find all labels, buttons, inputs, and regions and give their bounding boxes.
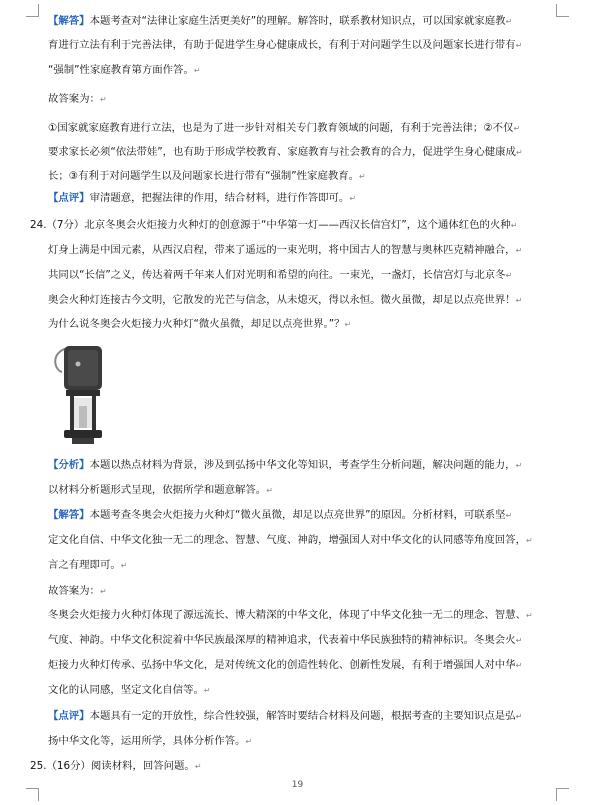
- text-line: 奥会火种灯连接古今文明，它散发的光芒与信念，从未熄灭，得以永恒。微火虽微，却足以点亮世界！↵: [48, 294, 523, 306]
- text-line: 故答案为：↵: [48, 93, 107, 105]
- crop-mark-top-left: [26, 4, 39, 17]
- text-line: 故答案为：↵: [48, 585, 107, 597]
- text-line: 扬中华文化等，运用所学，具体分析作答。↵: [48, 735, 253, 747]
- text-line: 以材料分析题形式呈现，依据所学和题意解答。↵: [48, 484, 273, 496]
- text-line: 定文化自信、中华文化独一无二的理念、智慧、气度、神韵，增强国人对中华文化的认同感等角度回答，↵: [48, 534, 533, 546]
- page-number: 19: [291, 780, 304, 790]
- crop-mark-top-right: [556, 4, 569, 17]
- text-line: “强制”性家庭教育第方面作答。↵: [48, 64, 201, 76]
- text-line: 共同以“长信”之义，传达着两千年来人们对光明和希望的向往。一束光，一盏灯，长信宫灯与北京冬↵: [48, 269, 513, 281]
- text-line: 文化的认同感，坚定文化自信等。↵: [48, 684, 211, 696]
- text-line: 炬接力火种灯传承、弘扬中华文化，是对传统文化的创造性转化、创新性发展，有利于增强国人对中华↵: [48, 659, 523, 671]
- text-line: 气度、神韵。中华文化积淀着中华民族最深厚的精神追求，代表着中华民族独特的精神标识。冬奥会火↵: [48, 634, 523, 646]
- text-line: 灯身上满是中国元素，从西汉启程，带来了遥远的一束光明，将中国古人的智慧与奥林匹克精神融合，↵: [48, 244, 523, 256]
- text-line: 为什么说冬奥会火炬接力火种灯“微火虽微，却足以点亮世界。”？↵: [48, 318, 352, 330]
- text-line: 【点评】审清题意，把握法律的作用，结合材料，进行作答即可。↵: [48, 192, 357, 204]
- text-line: 育进行立法有利于完善法律，有助于促进学生身心健康成长，有利于对问题学生以及问题家长进行带有↵: [48, 39, 523, 51]
- text-line: 【解答】本题考查冬奥会火炬接力火种灯“微火虽微，却足以点亮世界”的原因。分析材料，可联系坚↵: [48, 509, 513, 521]
- text-line: 言之有理即可。↵: [48, 559, 128, 571]
- text-line: 长；③有利于对问题学生以及问题家长进行带有“强制”性家庭教育。↵: [48, 170, 366, 182]
- text-line: 【解答】本题考查对“法律让家庭生活更美好”的理解。解答时，联系教材知识点，可以国家就家庭教↵: [48, 15, 513, 27]
- text-line: 要求家长必须“依法带娃”，也有助于形成学校教育、家庭教育与社会教育的合力，促进学生身心健康成↵: [48, 146, 523, 158]
- text-line: 冬奥会火炬接力火种灯体现了源远流长、博大精深的中华文化，体现了中华文化独一无二的理念、智慧、↵: [48, 609, 533, 621]
- question-24: 24.（7分）北京冬奥会火炬接力火种灯的创意源于“中华第一灯——西汉长信宫灯”，这个通体红色的火种↵: [30, 219, 518, 231]
- text-line: ①国家就家庭教育进行立法，也是为了进一步针对相关专门教育领域的问题，有利于完善法律；②不仅↵: [48, 122, 521, 134]
- torch-lantern-image: [48, 342, 114, 452]
- text-line: 【点评】本题具有一定的开放性，综合性较强，解答时要结合材料及问题，根据考查的主要知识点是弘↵: [48, 710, 523, 722]
- text-line: 【分析】本题以热点材料为背景，涉及到弘扬中华文化等知识，考查学生分析问题，解决问题的能力，↵: [48, 459, 523, 471]
- question-25: 25.（16分）阅读材料，回答问题。↵: [30, 760, 202, 772]
